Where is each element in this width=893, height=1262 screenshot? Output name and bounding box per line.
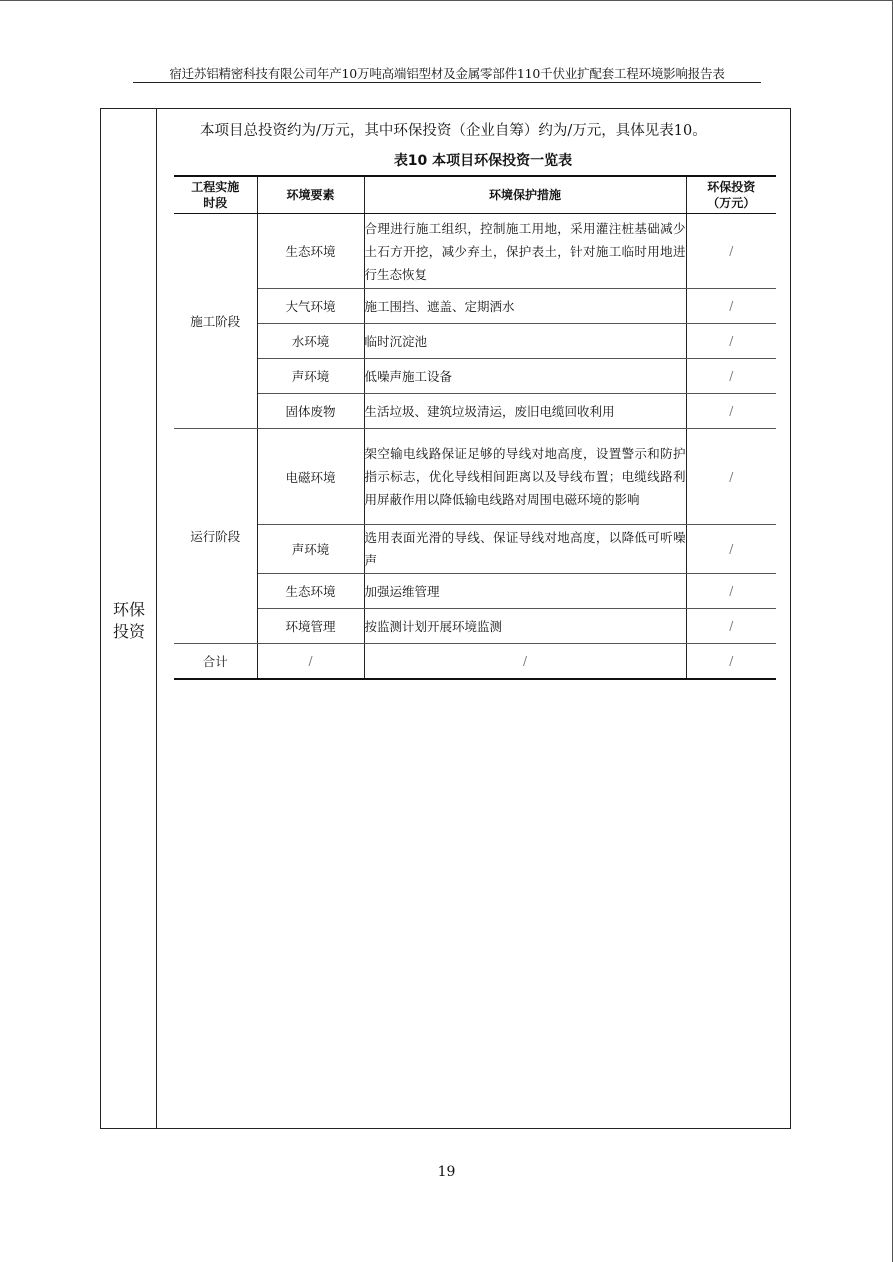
page-edge-top (0, 0, 893, 1)
investment-cell: / (686, 214, 776, 289)
element-cell: 生态环境 (257, 214, 364, 289)
element-cell: 生态环境 (257, 574, 364, 609)
table-row (174, 324, 776, 359)
table-header-row (174, 176, 776, 214)
header-rule (133, 82, 761, 83)
element-cell: 电磁环境 (257, 429, 364, 525)
stage-operation: 运行阶段 (174, 429, 257, 644)
section-label-line-2: 投资 (112, 622, 145, 641)
total-label: 合计 (174, 644, 257, 679)
measures-cell: 临时沉淀池 (364, 324, 686, 359)
investment-table (174, 175, 776, 680)
table-row (174, 394, 776, 429)
table-row (174, 289, 776, 324)
measures-cell: 低噪声施工设备 (364, 359, 686, 394)
measures-cell: 生活垃圾、建筑垃圾清运，废旧电缆回收利用 (364, 394, 686, 429)
investment-cell: / (686, 324, 776, 359)
page-number: 19 (437, 1164, 456, 1180)
header-element: 环境要素 (257, 176, 364, 214)
investment-cell: / (686, 394, 776, 429)
total-investment: / (686, 644, 776, 679)
investment-cell: / (686, 289, 776, 324)
intro-paragraph: 本项目总投资约为/万元，其中环保投资（企业自筹）约为/万元，具体见表10。 (200, 123, 707, 139)
total-row (174, 644, 776, 679)
table-title: 表10 本项目环保投资一览表 (393, 153, 573, 169)
table-row (174, 429, 776, 525)
table-row (174, 359, 776, 394)
investment-cell: / (686, 429, 776, 525)
table-row (174, 214, 776, 289)
investment-cell: / (686, 574, 776, 609)
investment-cell: / (686, 609, 776, 644)
measures-cell: 加强运维管理 (364, 574, 686, 609)
element-cell: 声环境 (257, 359, 364, 394)
measures-cell: 施工围挡、遮盖、定期洒水 (364, 289, 686, 324)
total-element: / (257, 644, 364, 679)
total-measures: / (364, 644, 686, 679)
section-frame (100, 108, 791, 1129)
element-cell: 环境管理 (257, 609, 364, 644)
header-investment (686, 176, 776, 214)
investment-cell: / (686, 359, 776, 394)
header-stage (174, 176, 257, 214)
stage-construction: 施工阶段 (174, 214, 257, 429)
measures-cell: 选用表面光滑的导线、保证导线对地高度，以降低可听噪声 (364, 525, 686, 574)
table-row (174, 609, 776, 644)
running-header: 宿迁苏铝精密科技有限公司年产10万吨高端铝型材及金属零部件110千伏业扩配套工程环境影响报告表 (169, 66, 725, 81)
section-label-column (101, 109, 157, 1128)
element-cell: 声环境 (257, 525, 364, 574)
measures-cell: 合理进行施工组织，控制施工用地，采用灌注桩基础减少土石方开挖，减少弃土，保护表土，针对施工临时用地进行生态恢复 (364, 214, 686, 289)
header-investment-line-1: 环保投资 (707, 180, 756, 194)
table-row (174, 574, 776, 609)
investment-cell: / (686, 525, 776, 574)
element-cell: 水环境 (257, 324, 364, 359)
section-label-line-1: 环保 (112, 600, 145, 619)
table-row (174, 525, 776, 574)
section-label (101, 599, 157, 643)
header-stage-line-1: 工程实施 (191, 180, 240, 194)
header-stage-line-2: 时段 (203, 196, 228, 210)
header-measures: 环境保护措施 (364, 176, 686, 214)
header-investment-line-2: （万元） (707, 196, 756, 210)
measures-cell: 架空输电线路保证足够的导线对地高度，设置警示和防护指示标志，优化导线相间距离以及导线布置；电缆线路利用屏蔽作用以降低输电线路对周围电磁环境的影响 (364, 429, 686, 525)
element-cell: 固体废物 (257, 394, 364, 429)
element-cell: 大气环境 (257, 289, 364, 324)
measures-cell: 按监测计划开展环境监测 (364, 609, 686, 644)
